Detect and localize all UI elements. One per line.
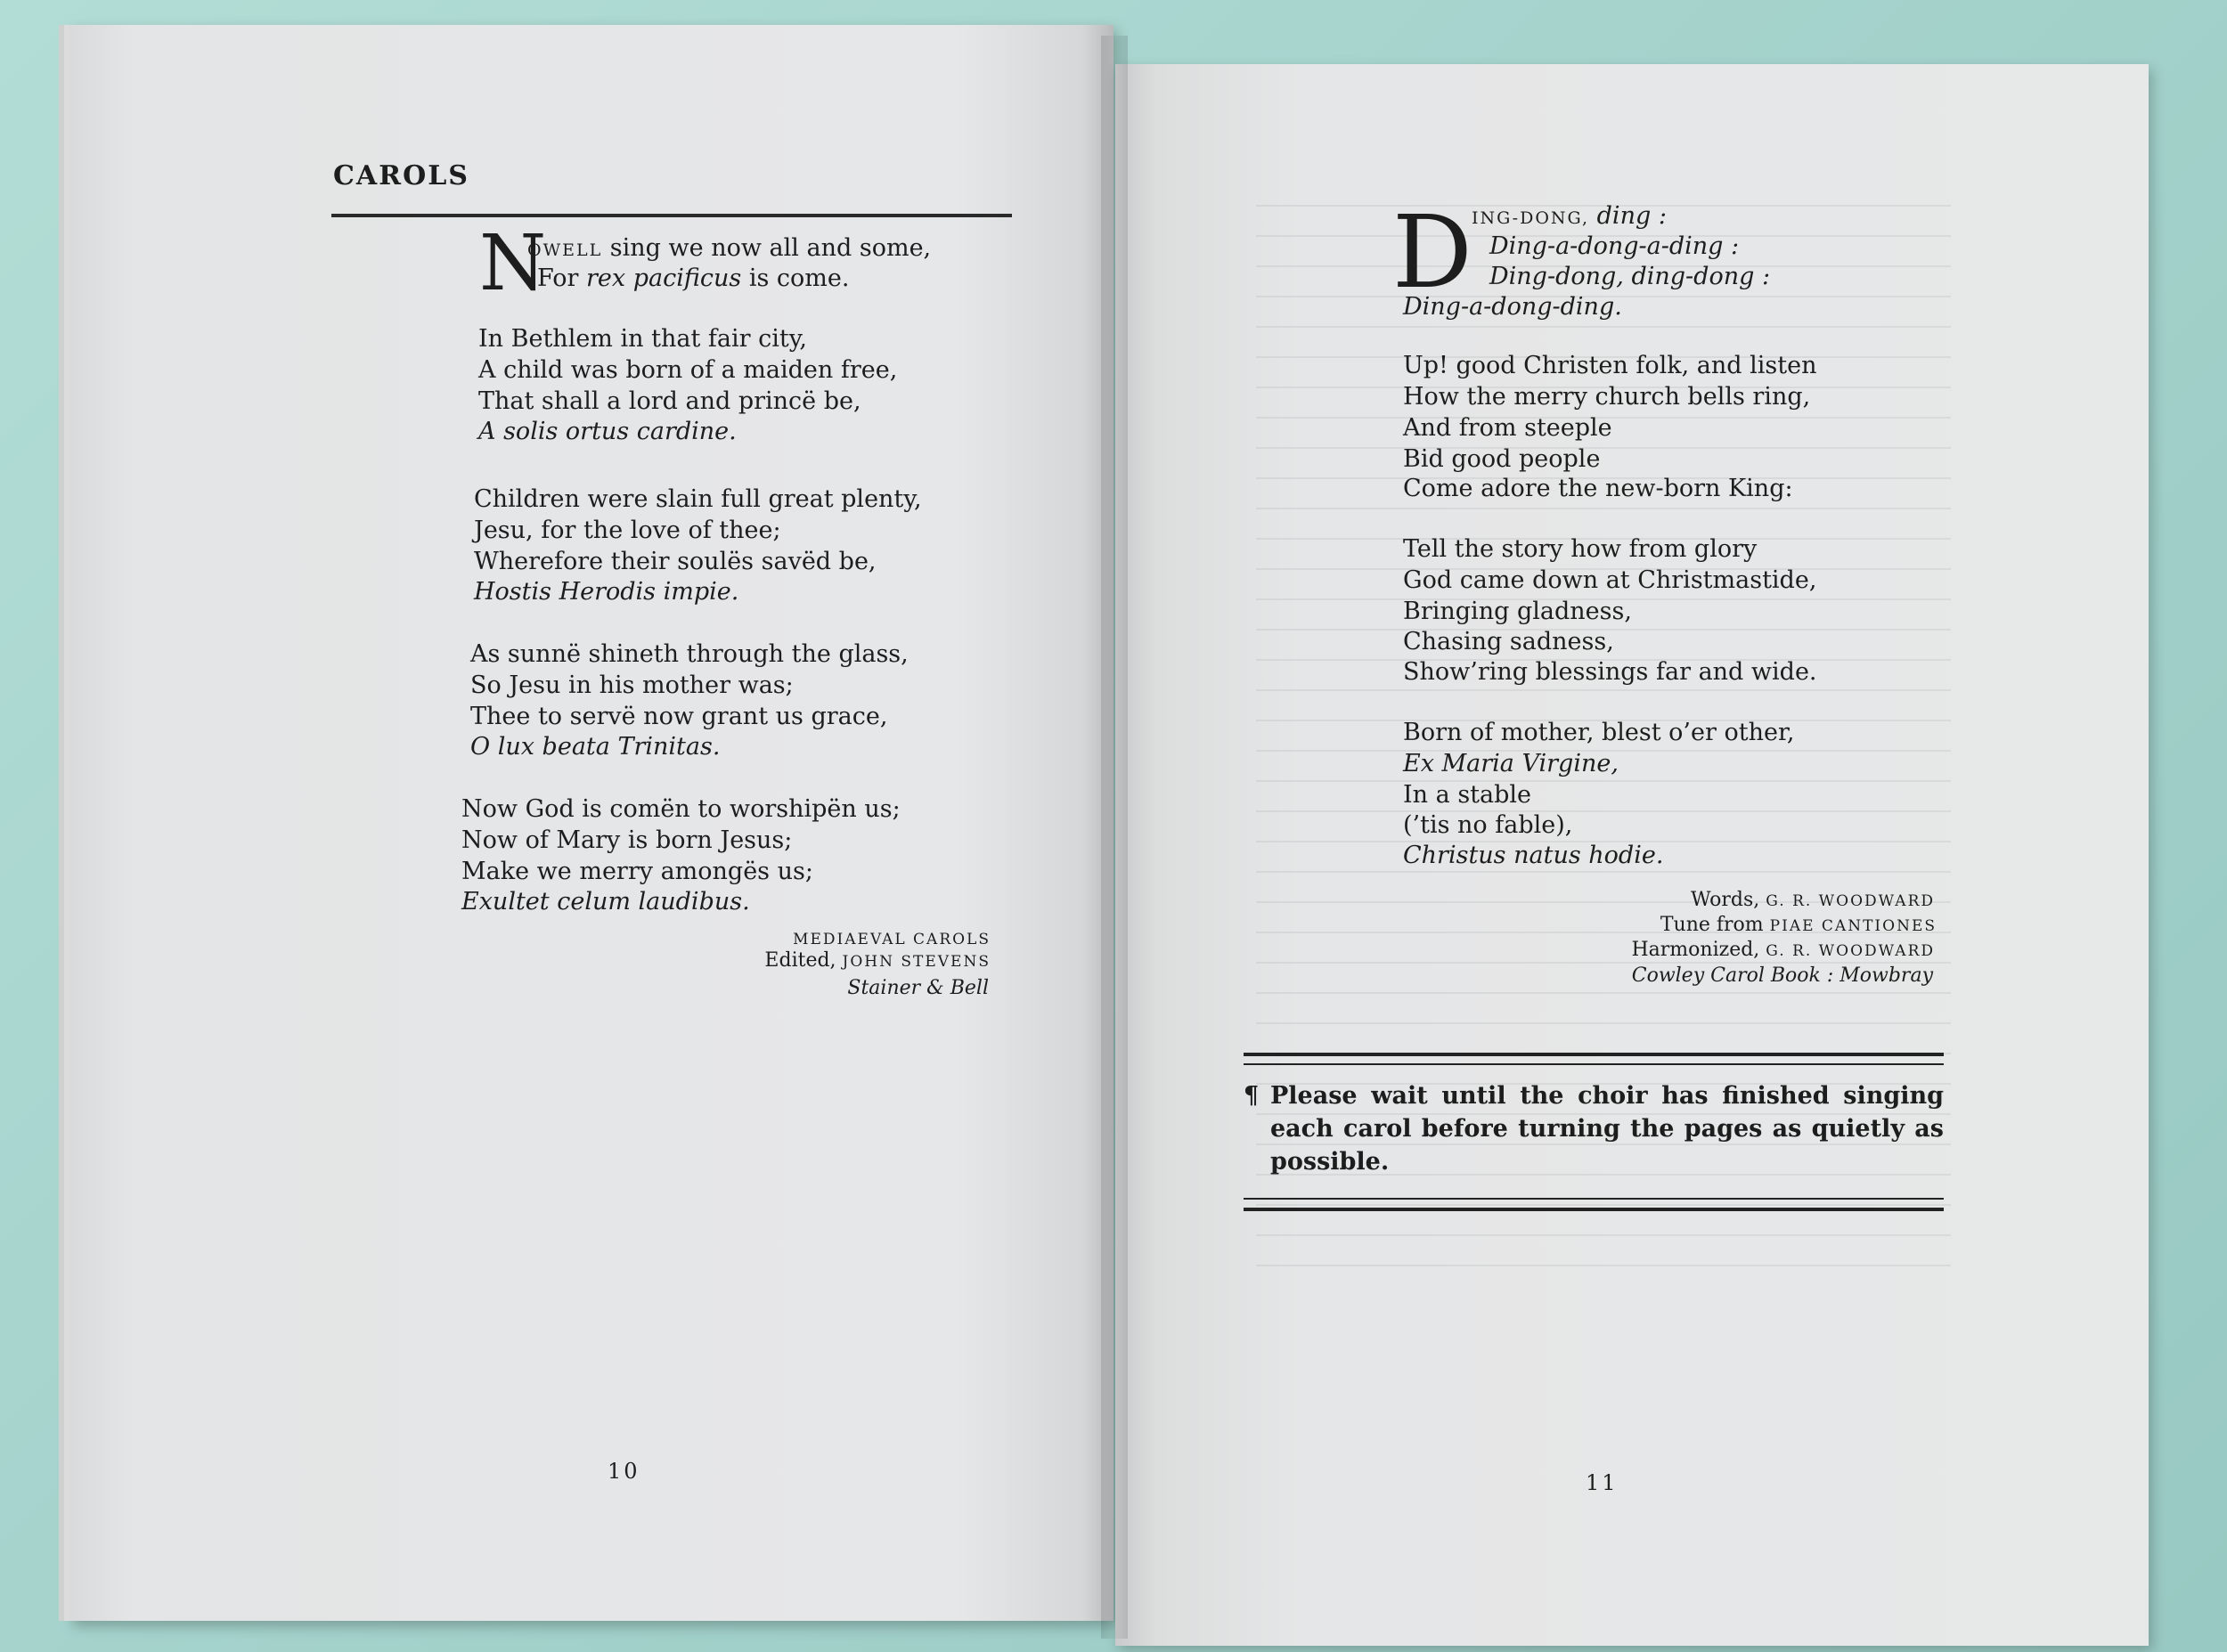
- right-stanza-1-line: And from steeple: [1403, 414, 1612, 442]
- heading-rule: [331, 214, 1012, 217]
- refrain-line: Ding-dong, ding-dong :: [1489, 263, 1771, 290]
- stanza-2-line: Wherefore their soulës savëd be,: [474, 548, 877, 575]
- notice-rule-bottom-thin: [1244, 1198, 1944, 1200]
- pilcrow-icon: ¶: [1244, 1082, 1260, 1110]
- right-stanza-1-line: Come adore the new-born King:: [1403, 475, 1793, 502]
- right-stanza-2-line: Chasing sadness,: [1403, 628, 1614, 655]
- credit-book: Cowley Carol Book : Mowbray: [1631, 964, 1933, 987]
- stanza-4-line: Now God is comën to worshipën us;: [461, 795, 901, 823]
- stanza-1-line: In Bethlem in that fair city,: [478, 325, 807, 353]
- right-stanza-3-line: Born of mother, blest o’er other,: [1403, 719, 1795, 746]
- right-stanza-1-line: Up! good Christen folk, and listen: [1403, 352, 1817, 379]
- carol-opening-line: OWELL sing we now all and some,: [527, 234, 932, 262]
- page-number-right: 11: [1586, 1470, 1619, 1495]
- credit-tune: Tune from PIAE CANTIONES: [1660, 914, 1937, 936]
- stanza-1-line: A child was born of a maiden free,: [478, 356, 898, 384]
- drop-cap-d: D: [1392, 195, 1472, 311]
- stanza-3-line: As sunnë shineth through the glass,: [470, 640, 909, 668]
- book-spine: [1101, 36, 1128, 1639]
- page-number-left: 10: [608, 1459, 640, 1484]
- carol-opening-line: ING-DONG, ding :: [1472, 202, 1667, 230]
- right-stanza-2-line: Tell the story how from glory: [1403, 535, 1758, 563]
- stanza-4-line: Make we merry amongës us;: [461, 858, 813, 885]
- stanza-1-line: That shall a lord and princë be,: [478, 387, 861, 415]
- carol-line-2: For rex pacificus is come.: [537, 264, 850, 292]
- right-stanza-3-line: In a stable: [1403, 781, 1532, 809]
- right-stanza-2-line: Bringing gladness,: [1403, 598, 1632, 625]
- refrain-line: Ding-a-dong-a-ding :: [1489, 232, 1740, 260]
- refrain-line: Ding-a-dong-ding.: [1403, 293, 1622, 321]
- right-stanza-3-line: Christus natus hodie.: [1403, 842, 1664, 869]
- page-turn-notice: ¶ Please wait until the choir has finished singing each carol before turning the pages as quietly as possible.: [1244, 1079, 1944, 1178]
- credit-editor: Edited, JOHN STEVENS: [764, 949, 991, 972]
- right-stanza-2-line: God came down at Christmastide,: [1403, 566, 1817, 594]
- stanza-3-line: O lux beata Trinitas.: [470, 733, 721, 761]
- stanza-2-line: Jesu, for the love of thee;: [474, 517, 781, 544]
- stanza-4-line: Now of Mary is born Jesus;: [461, 826, 793, 854]
- stanza-2-line: Hostis Herodis impie.: [474, 578, 739, 606]
- notice-rule-top: [1244, 1053, 1944, 1056]
- stanza-3-line: Thee to servë now grant us grace,: [470, 703, 888, 730]
- credit-words: Words, G. R. WOODWARD: [1691, 889, 1935, 911]
- stanza-4-line: Exultet celum laudibus.: [461, 888, 750, 916]
- stanza-3-line: So Jesu in his mother was;: [470, 671, 794, 699]
- section-heading: CAROLS: [333, 160, 469, 191]
- drop-cap-n: N: [479, 219, 547, 308]
- stanza-2-line: Children were slain full great plenty,: [474, 485, 922, 513]
- stanza-1-line: A solis ortus cardine.: [478, 418, 737, 445]
- notice-rule-bottom: [1244, 1208, 1944, 1211]
- credit-source: MEDIAEVAL CAROLS: [793, 931, 991, 948]
- credit-harmonized: Harmonized, G. R. WOODWARD: [1631, 939, 1935, 961]
- notice-rule-top-thin: [1244, 1063, 1944, 1065]
- right-stanza-1-line: How the merry church bells ring,: [1403, 383, 1811, 411]
- right-stanza-1-line: Bid good people: [1403, 445, 1601, 473]
- right-stanza-2-line: Show’ring blessings far and wide.: [1403, 658, 1817, 686]
- right-stanza-3-line: (’tis no fable),: [1403, 811, 1573, 839]
- credit-publisher: Stainer & Bell: [847, 977, 989, 999]
- right-stanza-3-line: Ex Maria Virgine,: [1403, 750, 1619, 777]
